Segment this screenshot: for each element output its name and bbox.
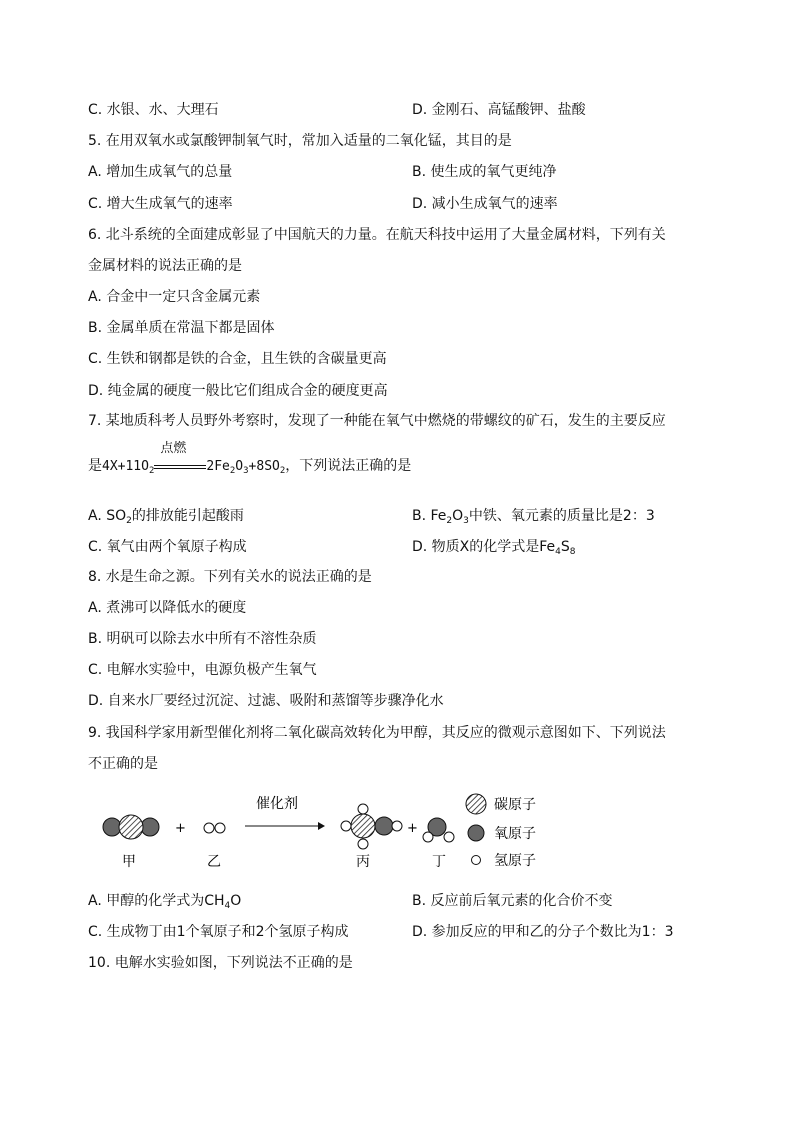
diagram-catalyst-label: 催化剂 <box>256 796 298 812</box>
q7-option-b: B. $Fe_2O_3$中铁、氧元素的质量比是2：3 <box>412 508 655 526</box>
q9-stem-line2: 不正确的是 <box>88 756 158 772</box>
q7-option-d: D. 物质X的化学式是$Fe_4S_8$ <box>412 539 576 557</box>
q7-option-a: A. $SO_2$的排放能引起酸雨 <box>88 508 244 526</box>
q8-option-d: D. 自来水厂要经过沉淀、过滤、吸附和蒸馏等步骤净化水 <box>88 693 444 709</box>
q7-stem-line1: 7. 某地质科考人员野外考察时，发现了一种能在氧气中燃烧的带螺纹的矿石，发生的主要反应 <box>88 413 666 429</box>
q7-equation-arrow <box>154 441 206 477</box>
q10-stem: 10. 电解水实验如图，下列说法不正确的是 <box>88 955 353 971</box>
q8-option-c: C. 电解水实验中，电源负极产生氧气 <box>88 662 317 678</box>
q8-stem: 8. 水是生命之源。下列有关水的说法正确的是 <box>88 569 372 585</box>
q6-option-d: D. 纯金属的硬度一般比它们组成合金的硬度更高 <box>88 383 388 399</box>
legend-carbon-label: 碳原子 <box>494 797 536 813</box>
q9-option-b: B. 反应前后氧元素的化合价不变 <box>412 893 613 909</box>
legend-carbon-icon <box>466 794 486 814</box>
q5-option-a: A. 增加生成氧气的总量 <box>88 164 233 180</box>
q9-stem-line1: 9. 我国科学家用新型催化剂将二氧化碳高效转化为甲醇，其反应的微观示意图如下、下列说法 <box>88 725 666 741</box>
label-bing: 丙 <box>356 854 370 870</box>
label-jia: 甲 <box>122 854 136 870</box>
q4-option-c: C. 水银、水、大理石 <box>88 102 219 118</box>
q9-reaction-diagram <box>0 780 794 880</box>
q6-option-a: A. 合金中一定只含金属元素 <box>88 289 261 305</box>
q6-option-c: C. 生铁和钢都是铁的合金，且生铁的含碳量更高 <box>88 351 387 367</box>
q6-stem-line2: 金属材料的说法正确的是 <box>88 258 242 274</box>
q7-equation-rhs: $2Fe_2O_3+8SO_2$ <box>206 459 286 476</box>
label-yi: 乙 <box>207 854 221 870</box>
q7-equation-lhs: $4X+11O_2$ <box>102 459 155 476</box>
legend-oxygen-label: 氧原子 <box>494 826 536 842</box>
molecule-ding-water-icon <box>423 818 454 842</box>
legend-oxygen-icon <box>468 825 484 841</box>
legend-hydrogen-label: 氢原子 <box>494 853 536 869</box>
q4-option-d: D. 金刚石、高锰酸钾、盐酸 <box>412 102 586 118</box>
q5-option-c: C. 增大生成氧气的速率 <box>88 196 233 212</box>
q6-option-b: B. 金属单质在常温下都是固体 <box>88 320 275 336</box>
q7-condition: 点燃 <box>160 441 187 456</box>
legend-hydrogen-icon <box>472 856 481 865</box>
label-ding: 丁 <box>432 854 446 870</box>
diagram-plus-2: + <box>407 821 418 836</box>
diagram-plus-1: + <box>175 821 186 836</box>
q8-option-a: A. 煮沸可以降低水的硬度 <box>88 600 247 616</box>
q9-option-a: A. 甲醇的化学式为$CH_4O$ <box>88 893 242 911</box>
molecule-jia-co2-icon <box>103 815 159 839</box>
molecule-yi-h2-icon <box>204 823 225 833</box>
q8-option-b: B. 明矾可以除去水中所有不溶性杂质 <box>88 631 317 647</box>
q5-stem: 5. 在用双氧水或氯酸钾制氧气时，常加入适量的二氧化锰，其目的是 <box>88 133 512 149</box>
q9-option-c: C. 生成物丁由1个氧原子和2个氢原子构成 <box>88 924 349 940</box>
q7-stem-line2: 是$4X+11O_2$ 点燃 $2Fe_2O_3+8SO_2$，下列说法正确的是 <box>88 441 412 476</box>
q6-stem-line1: 6. 北斗系统的全面建成彰显了中国航天的力量。在航天科技中运用了大量金属材料，下列有关 <box>88 227 666 243</box>
q5-option-d: D. 减小生成氧气的速率 <box>412 196 558 212</box>
q7-option-c: C. 氧气由两个氧原子构成 <box>88 539 247 555</box>
molecule-bing-methanol-icon <box>341 804 402 849</box>
q5-option-b: B. 使生成的氧气更纯净 <box>412 164 557 180</box>
q9-option-d: D. 参加反应的甲和乙的分子个数比为1：3 <box>412 924 674 940</box>
